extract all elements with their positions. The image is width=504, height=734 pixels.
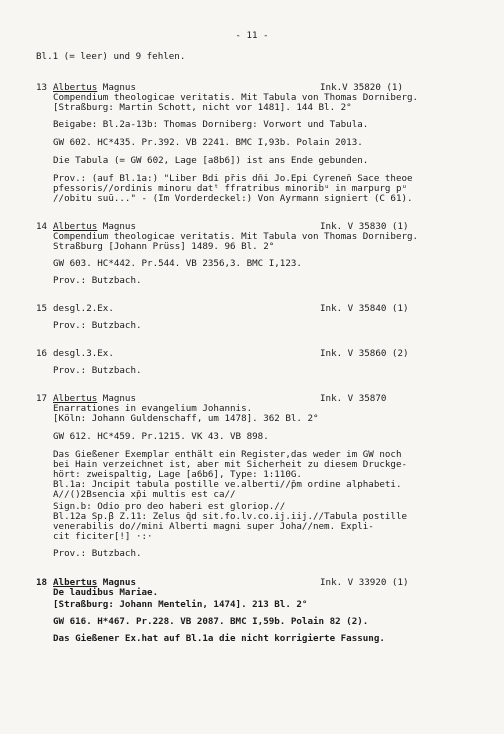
entry-number: 18	[36, 577, 48, 588]
entry-number: 16	[36, 348, 48, 359]
page-number: - 11 -	[235, 30, 269, 41]
entry-line: Bl.12a Sp.β Z.11: Zelus q̄d sit.fo.lv.co.ij.iij.//Tabula postille	[53, 511, 408, 522]
entry-line: GW 602. HC*435. Pr.392. VB 2241. BMC I,93b. Polain 2013.	[53, 137, 363, 148]
entry-line: pfessoris//ordinis minoru datᵗ ffratribus minoribᵘ in marpurg pᵘ	[53, 183, 408, 194]
entry-number: 14	[36, 221, 48, 232]
entry-line: A//()2Bsencia xp̄i multis est ca//	[53, 489, 236, 500]
author-rest: Magnus	[97, 393, 136, 404]
author-name: Albertus	[53, 393, 98, 404]
entry-line: GW 603. HC*442. Pr.544. VB 2356,3. BMC I,123.	[53, 258, 302, 269]
inventory-number: Ink.V 35820 (1)	[320, 82, 403, 93]
author-name: Albertus	[53, 82, 98, 93]
author-rest: Magnus	[97, 221, 136, 232]
entry-line: cit ficiter[!] ·:·	[53, 531, 153, 542]
entry-number: 15	[36, 303, 48, 314]
author-name: Albertus	[53, 221, 98, 232]
entry-line: Die Tabula (= GW 602, Lage [a8b6]) ist ans Ende gebunden.	[53, 155, 369, 166]
entry-number: 13	[36, 82, 48, 93]
entry-line: Prov.: Butzbach.	[53, 548, 142, 559]
inventory-number: Ink. V 35840 (1)	[320, 303, 409, 314]
entry-line: Sign.b: Odio pro deo haberi est gloriop.//	[53, 501, 286, 512]
entry-line: [Straßburg: Johann Mentelin, 1474]. 213 Bl. 2°	[53, 599, 308, 610]
entry-line: venerabilis do//mini Alberti magni super Joha//nem. Expli-	[53, 521, 374, 532]
entry-line: hört: zweispaltig, Lage [a6b6], Type: 1:110G.	[53, 469, 302, 480]
inventory-number: Ink. V 35870	[320, 393, 387, 404]
entry-line: Compendium theologicae veritatis. Mit Tabula von Thomas Dorniberg.	[53, 231, 419, 242]
inventory-number: Ink. V 33920 (1)	[320, 577, 409, 588]
entry-line: Bl.1a: Jncipit tabula postille ve.alberti//p̄m ordine alphabeti.	[53, 479, 402, 490]
entry-heading: desgl.3.Ex.	[53, 348, 114, 359]
author-rest: Magnus	[97, 577, 136, 588]
author-name: Albertus	[53, 577, 98, 588]
entry-line: //obitu suū..." - (Im Vorderdeckel:) Von Ayrmann signiert (C 61).	[53, 193, 413, 204]
entry-line: Das Gießener Exemplar enthält ein Register,das weder im GW noch	[53, 449, 402, 460]
inventory-number: Ink. V 35860 (2)	[320, 348, 409, 359]
entry-line: De laudibus Mariae.	[53, 587, 159, 598]
entry-line: Prov.: Butzbach.	[53, 365, 142, 376]
entry-line: bei Hain verzeichnet ist, aber mit Sicherheit zu diesem Druckge-	[53, 459, 408, 470]
entry-line: [Köln: Johann Guldenschaff, um 1478]. 362 Bl. 2°	[53, 413, 319, 424]
entry-line: GW 616. H*467. Pr.228. VB 2087. BMC I,59b. Polain 82 (2).	[53, 616, 369, 627]
entry-line: GW 612. HC*459. Pr.1215. VK 43. VB 898.	[53, 431, 269, 442]
author-rest: Magnus	[97, 82, 136, 93]
entry-line: Straßburg [Johann Prüss] 1489. 96 Bl. 2°	[53, 241, 275, 252]
entry-line: Prov.: (auf Bl.1a:) "Liber Bdi pr̄is dn̄i Jo.Epi Cyrenen̄ Sace theoe	[53, 173, 413, 184]
entry-line: Compendium theologicae veritatis. Mit Tabula von Thomas Dorniberg.	[53, 92, 419, 103]
entry-line: Prov.: Butzbach.	[53, 320, 142, 331]
entry-number: 17	[36, 393, 48, 404]
entry-line: Enarrationes in evangelium Johannis.	[53, 403, 253, 414]
entry-heading: desgl.2.Ex.	[53, 303, 114, 314]
inventory-number: Ink. V 35830 (1)	[320, 221, 409, 232]
entry-line: [Straßburg: Martin Schott, nicht vor 1481]. 144 Bl. 2°	[53, 102, 352, 113]
entry-line: Prov.: Butzbach.	[53, 275, 142, 286]
entry-line: Das Gießener Ex.hat auf Bl.1a die nicht korrigierte Fassung.	[53, 633, 385, 644]
entry-line: Beigabe: Bl.2a-13b: Thomas Dorniberg: Vorwort und Tabula.	[53, 119, 369, 130]
intro-line: Bl.1 (= leer) und 9 fehlen.	[36, 51, 186, 62]
